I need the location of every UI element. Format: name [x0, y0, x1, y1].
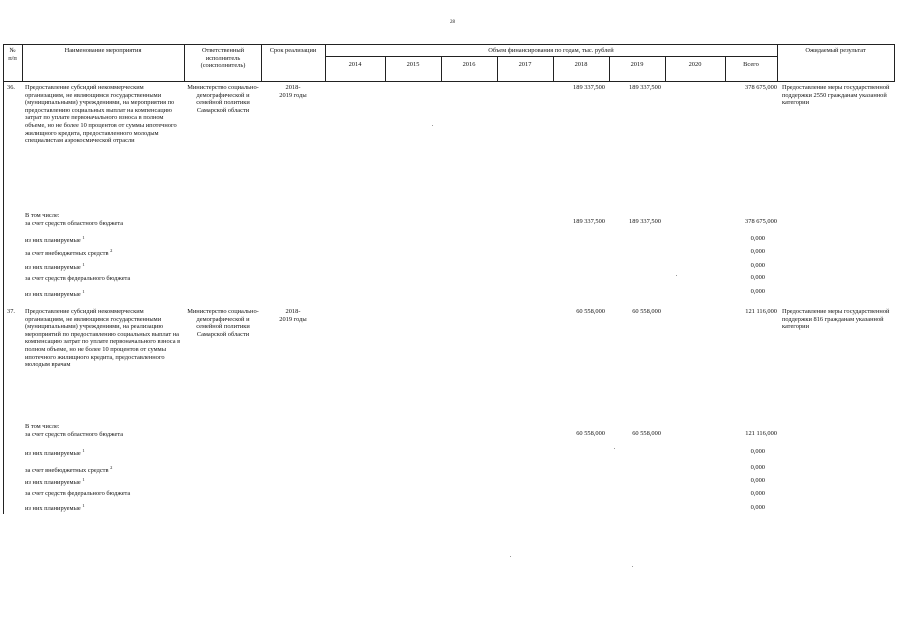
row-36-sub-planned-2: из них планируемые $^1$ — [25, 262, 85, 271]
row-36-including-label: В том числе: — [25, 212, 60, 219]
row-37-2019: 60 558,000 — [632, 308, 661, 315]
row-36-total: 378 675,000 — [745, 84, 777, 91]
row-36-sub-planned-2-total: 0,000 — [750, 262, 765, 269]
row-36-sub-planned-1-total: 0,000 — [750, 235, 765, 242]
header-responsible: Ответственный исполнитель (соисполнитель) — [200, 47, 246, 70]
row-36-num: 36. — [7, 84, 15, 91]
row-36-sub-planned-3-total: 0,000 — [750, 288, 765, 295]
page-number: 28 — [450, 20, 455, 25]
row-37-sub-federal-label: за счет средств федерального бюджета — [25, 490, 131, 497]
row-36-sub-planned-1: из них планируемые $^1$ — [25, 235, 85, 244]
row-37-sub-planned-1-total: 0,000 — [750, 448, 765, 455]
year-2015: 2015 — [406, 61, 420, 68]
row-37-sub-regional-2019: 60 558,000 — [632, 430, 661, 437]
row-36-2018: 189 337,500 — [573, 84, 605, 91]
header-term: Срок реализации — [269, 47, 317, 54]
row-36-2019: 189 337,500 — [629, 84, 661, 91]
row-37-sub-regional-total: 121 116,000 — [745, 430, 777, 437]
scan-speck — [632, 566, 633, 567]
row-37-sub-planned-2: из них планируемые $^1$ — [25, 477, 85, 486]
scan-speck — [510, 556, 511, 557]
row-37-2018: 60 558,000 — [576, 308, 605, 315]
col-divider-name — [184, 44, 185, 81]
row-37-including-label: В том числе: — [25, 423, 60, 430]
row-36-sub-regional-2019: 189 337,500 — [629, 218, 661, 225]
row-37-num: 37. — [7, 308, 15, 315]
row-36-result: Предоставление меры государственной поддержки 2550 гражданам указанной категории — [782, 84, 890, 107]
row-37-sub-extrabudget-label: за счет внебюджетных средств $^2$ — [25, 465, 113, 474]
row-37-sub-extrabudget-total: 0,000 — [750, 464, 765, 471]
row-36-sub-planned-3: из них планируемые $^1$ — [25, 289, 85, 298]
header-financing: Объем финансирования по годам, тыс. рублей — [488, 47, 614, 54]
row-36-sub-regional-2018: 189 337,500 — [573, 218, 605, 225]
row-36-sub-extrabudget-total: 0,000 — [750, 248, 765, 255]
row-37-total: 121 116,000 — [745, 308, 777, 315]
scan-speck — [676, 275, 677, 276]
year-2018: 2018 — [574, 61, 588, 68]
header-result: Ожидаемый результат — [805, 47, 866, 54]
row-37-result: Предоставление меры государственной поддержки 816 гражданам указанной категории — [782, 308, 890, 331]
row-36-sub-regional-total: 378 675,000 — [745, 218, 777, 225]
scan-speck — [432, 125, 433, 126]
row-36-name: Предоставление субсидий некоммерческим организациям, не являющимся государственными (муниципальными) учреждениями, на мероприятия по предоставлению социальных выплат на компенсацию затрат по уплате первоначального взноса в полном объеме, но не более 10 процентов от суммы ипотечного жилищного кредита, предоставленного молодым специалистам аэрокосмической отрасли — [25, 84, 177, 145]
table-right-border — [894, 44, 895, 81]
financing-table — [3, 44, 895, 514]
row-37-term: 2018- 2019 годы — [279, 308, 307, 323]
row-37-sub-planned-1: из них планируемые $^1$ — [25, 448, 85, 457]
row-37-sub-planned-3: из них планируемые $^1$ — [25, 503, 85, 512]
year-2014: 2014 — [348, 61, 362, 68]
table-top-border — [3, 44, 895, 45]
row-37-name: Предоставление субсидий некоммерческим организациям, не являющимся государственными (муниципальными) учреждениями, на реализацию мероприятий по предоставлению социальных выплат на компенсацию затрат по уплате первоначального взноса в полном объеме, но не более 10 процентов от суммы ипотечного жилищного кредита, предоставленного молодым врачам — [25, 308, 181, 369]
header-bottom-border — [3, 81, 895, 82]
year-2017: 2017 — [518, 61, 532, 68]
row-37-sub-regional-2018: 60 558,000 — [576, 430, 605, 437]
row-36-sub-extrabudget-label: за счет внебюджетных средств $^2$ — [25, 248, 113, 257]
row-37-sub-federal-total: 0,000 — [750, 490, 765, 497]
row-36-sub-federal-total: 0,000 — [750, 274, 765, 281]
row-36-sub-regional-label: за счет средств областного бюджета — [25, 220, 124, 227]
table-left-border — [3, 44, 4, 514]
header-num: № п/п — [8, 47, 17, 62]
row-37-sub-planned-3-total: 0,000 — [750, 504, 765, 511]
row-36-term: 2018- 2019 годы — [279, 84, 307, 99]
year-2020: 2020 — [688, 61, 702, 68]
year-total: Всего — [743, 61, 759, 68]
row-36-responsible: Министерство социально-демографической и семейной политики Самарской области — [187, 84, 259, 114]
row-37-sub-regional-label: за счет средств областного бюджета — [25, 431, 124, 438]
row-37-responsible: Министерство социально-демографической и семейной политики Самарской области — [187, 308, 259, 338]
year-2019: 2019 — [630, 61, 644, 68]
scan-speck — [614, 448, 615, 449]
year-2016: 2016 — [462, 61, 476, 68]
years-header-rule — [325, 56, 777, 57]
row-37-sub-planned-2-total: 0,000 — [750, 477, 765, 484]
header-name: Наименование мероприятия — [64, 47, 142, 54]
row-36-sub-federal-label: за счет средств федерального бюджета — [25, 275, 131, 282]
